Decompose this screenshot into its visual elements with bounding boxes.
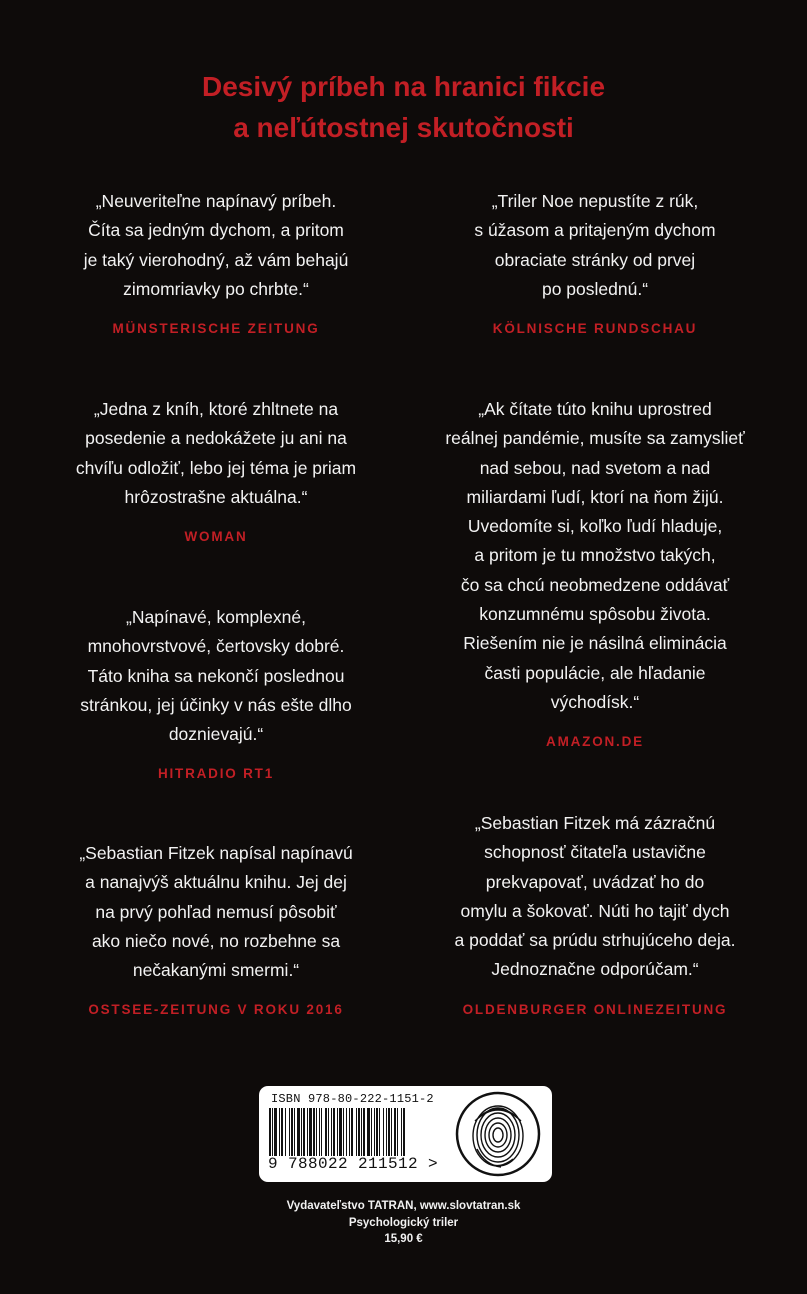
quote-line: posedenie a nedokážete ju ani na [85, 428, 347, 449]
quote-line: po poslednú.“ [541, 278, 649, 299]
quote-line: a poddať sa prúdu strhujúceho deja. [454, 930, 736, 951]
quote-line: čo sa chcú neobmedzene oddávať [460, 574, 730, 595]
quote-line: a nanajvýš aktuálnu knihu. Jej dej [85, 872, 347, 893]
review-amazon-de [425, 395, 765, 749]
quote-line: prekvapovať, uvádzať ho do [485, 871, 705, 892]
quote-line: na prvý pohľad nemusí pôsobiť [95, 901, 337, 922]
quote-line: stránkou, jej účinky v nás ešte dlho [80, 694, 352, 715]
quote-line: doznievajú.“ [168, 724, 264, 745]
quote-line: ako niečo nové, no rozbehne sa [91, 930, 341, 951]
quote-line: s úžasom a pritajeným dychom [474, 220, 716, 241]
review-source: OLDENBURGER ONLINEZEITUNG [462, 1001, 728, 1017]
review-ostsee-zeitung [46, 839, 386, 1017]
headline [0, 66, 807, 148]
review-munsterische-zeitung [46, 187, 386, 336]
headline-line-1: Desivý príbeh na hranici fikcie [201, 71, 606, 102]
quote-line: nečakanými smermi.“ [132, 960, 300, 981]
quote-line: Táto kniha sa nekončí poslednou [87, 665, 345, 686]
quote-line: schopnosť čitateľa ustavične [484, 842, 706, 863]
quote-line: východísk.“ [550, 691, 640, 712]
quote-line: je taký vierohodný, až vám behajú [83, 249, 349, 270]
price-line: 15,90 € [384, 1233, 423, 1245]
quote-line: „Sebastian Fitzek napísal napínavú [79, 843, 353, 863]
quote-line: „Ak čítate túto knihu uprostred [478, 399, 712, 419]
quote-line: „Neuveriteľne napínavý príbeh. [95, 191, 337, 211]
review-source: OSTSEE-ZEITUNG V ROKU 2016 [88, 1002, 344, 1018]
review-quote [46, 603, 386, 749]
publisher-line: Vydavateľstvo TATRAN, www.slovtatran.sk [286, 1200, 521, 1212]
quote-line: Jednoznačne odporúčam.“ [491, 959, 699, 980]
review-quote [425, 187, 765, 304]
quote-line: „Napínavé, komplexné, [126, 607, 306, 627]
review-source: KÖLNISCHE RUNDSCHAU [492, 321, 698, 337]
quote-line: Uvedomíte si, koľko ľudí hladuje, [467, 516, 723, 537]
quote-line: nad sebou, nad svetom a nad [479, 457, 711, 478]
review-oldenburger-onlinezeitung [425, 809, 765, 1017]
quote-line: „Jedna z kníh, ktoré zhltnete na [93, 399, 339, 419]
review-quote [425, 809, 765, 985]
quote-line: obraciate stránky od prvej [494, 249, 696, 270]
review-kolnische-rundschau [425, 187, 765, 336]
quote-line: mnohovrstvové, čertovsky dobré. [87, 636, 345, 657]
review-source: HITRADIO RT1 [157, 766, 275, 782]
review-hitradio-rt1 [46, 603, 386, 781]
barcode-digits: 9 788022 211512 > [268, 1155, 439, 1173]
genre-line: Psychologický triler [348, 1216, 459, 1229]
quote-line: miliardami ľudí, ktorí na ňom žijú. [466, 486, 724, 507]
quote-line: „Triler Noe nepustíte z rúk, [491, 191, 699, 211]
quote-line: časti populácie, ale hľadanie [484, 662, 706, 683]
imprint [0, 1198, 807, 1248]
isbn-barcode-box [259, 1086, 552, 1182]
quote-line: konzumnému spôsobu života. [479, 604, 711, 625]
review-woman [46, 395, 386, 544]
review-quote [46, 187, 386, 304]
review-source: WOMAN [184, 529, 248, 545]
review-quote [425, 395, 765, 717]
review-source: MÜNSTERISCHE ZEITUNG [112, 321, 320, 337]
quote-line: chvíľu odložiť, lebo jej téma je priam [75, 457, 357, 478]
quote-line: „Sebastian Fitzek má zázračnú [474, 813, 716, 833]
quote-line: omylu a šokovať. Núti ho tajiť dych [460, 900, 730, 921]
review-source: AMAZON.DE [546, 734, 644, 750]
quote-line: zimomriavky po chrbte.“ [123, 278, 309, 299]
isbn-label: ISBN 978-80-222-1151-2 [271, 1092, 434, 1106]
review-quote [46, 839, 386, 985]
quote-line: reálnej pandémie, musíte sa zamyslieť [445, 428, 745, 449]
quote-line: hrôzostrašne aktuálna.“ [124, 486, 308, 507]
barcode-bars [269, 1108, 449, 1156]
quote-line: a pritom je tu množstvo takých, [474, 545, 716, 566]
fingerprint-icon [455, 1091, 541, 1177]
quote-line: Číta sa jedným dychom, a pritom [88, 220, 344, 241]
headline-line-2: a neľútostnej skutočnosti [233, 112, 574, 143]
quote-line: Riešením nie je násilná eliminácia [463, 633, 727, 654]
review-quote [46, 395, 386, 512]
